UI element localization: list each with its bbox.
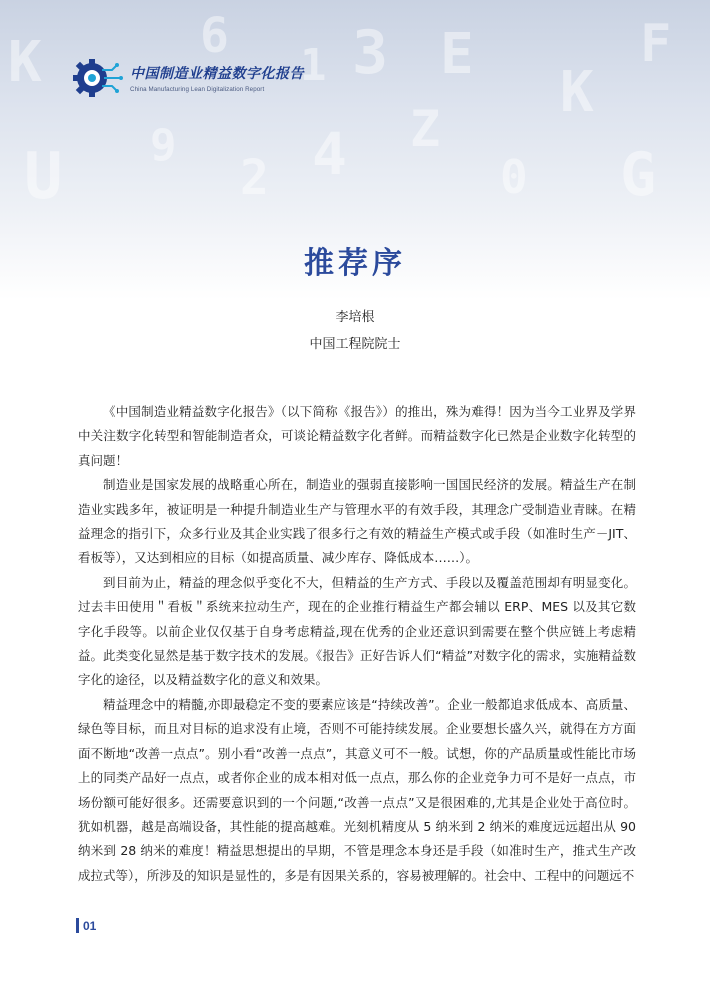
bg-glyph: 4: [312, 120, 347, 188]
paragraph: 到目前为止，精益的理念似乎变化不大，但精益的生产方式、手段以及覆盖范围却有明显变化。过去丰田使用＂看板＂系统来拉动生产，现在的企业推行精益生产都会辅以 ERP、MES 以及其它数字化手段等。以前企业仅仅基于自身考虑精益,现在优秀的企业还意识到需要在整个供应链上考虑精益。此类变化显然是基于数字技术的发展。《报告》正好告诉人们“精益”对数字化的需求，实施精益数字化的途径，以及精益数字化的意义和效果。: [78, 574, 636, 688]
bg-glyph: 0: [500, 150, 528, 204]
logo-chinese-title: 中国制造业精益数字化报告: [130, 66, 304, 82]
bg-glyph: 9: [150, 120, 177, 171]
page-title: 推荐序: [304, 246, 406, 281]
page-number-marker: [76, 918, 79, 933]
bg-glyph: 3: [352, 18, 389, 88]
paragraph: 制造业是国家发展的战略重心所在，制造业的强弱直接影响一国国民经济的发展。精益生产在制造业实践多年，被证明是一种提升制造业生产与管理水平的有效手段，其理念广受制造业青睐。在精益理念的指引下，众多行业及其企业实践了很多行之有效的精益生产模式或手段（如准时生产－JIT、看板等），又达到相应的目标（如提高质量、减少库存、降低成本……）。: [78, 477, 636, 566]
bg-glyph: Z: [410, 100, 441, 158]
bg-glyph: 6: [200, 8, 229, 64]
author-affiliation: 中国工程院院士: [309, 337, 401, 352]
bg-glyph: 2: [240, 150, 269, 206]
bg-glyph: G: [620, 140, 657, 210]
bg-glyph: K: [8, 30, 42, 95]
bg-glyph: E: [440, 22, 474, 87]
paragraph: 《中国制造业精益数字化报告》（以下简称《报告》）的推出，殊为难得！因为当今工业界及学界中关注数字化转型和智能制造者众，可谈论精益数字化者鲜。而精益数字化已然是企业数字化转型的真问题！: [78, 404, 636, 468]
bg-glyph: U: [24, 140, 63, 214]
report-logo: [72, 56, 304, 100]
article-body: [78, 400, 636, 888]
page-number-label: 01: [83, 918, 97, 933]
logo-english-title: China Manufacturing Lean Digitalization Report: [130, 86, 265, 93]
author-name: 李培根: [335, 310, 375, 325]
page-number: [76, 918, 96, 933]
bg-glyph: 1: [300, 40, 327, 91]
bg-glyph: F: [640, 14, 672, 74]
gear-circuit-icon: [72, 56, 124, 100]
paragraph: 精益理念中的精髓,亦即最稳定不变的要素应该是“持续改善”。企业一般都追求低成本、高质量、绿色等目标，而且对目标的追求没有止境，否则不可能持续发展。企业要想长盛久兴，就得在方方面面不断地“改善一点点”。别小看“改善一点点”，其意义可不一般。试想，你的产品质量或性能比市场上的同类产品好一点点，或者你企业的成本相对低一点点，那么你的企业竞争力可不是好一点点，市场份额可能好很多。还需要意识到的一个问题,“改善一点点”又是很困难的,尤其是企业处于高位时。犹如机器，越是高端设备，其性能的提高越难。光刻机精度从 5 纳米到 2 纳米的难度远远超出从 90 纳米到 28 纳米的难度！精益思想提出的早期，不管是理念本身还是手段（如准时生产，推式生产改成拉式等），所涉及的知识是显性的，多是有因果关系的，容易被理解的。社会中、工程中的问题远不: [78, 696, 636, 883]
bg-glyph: K: [560, 60, 594, 125]
